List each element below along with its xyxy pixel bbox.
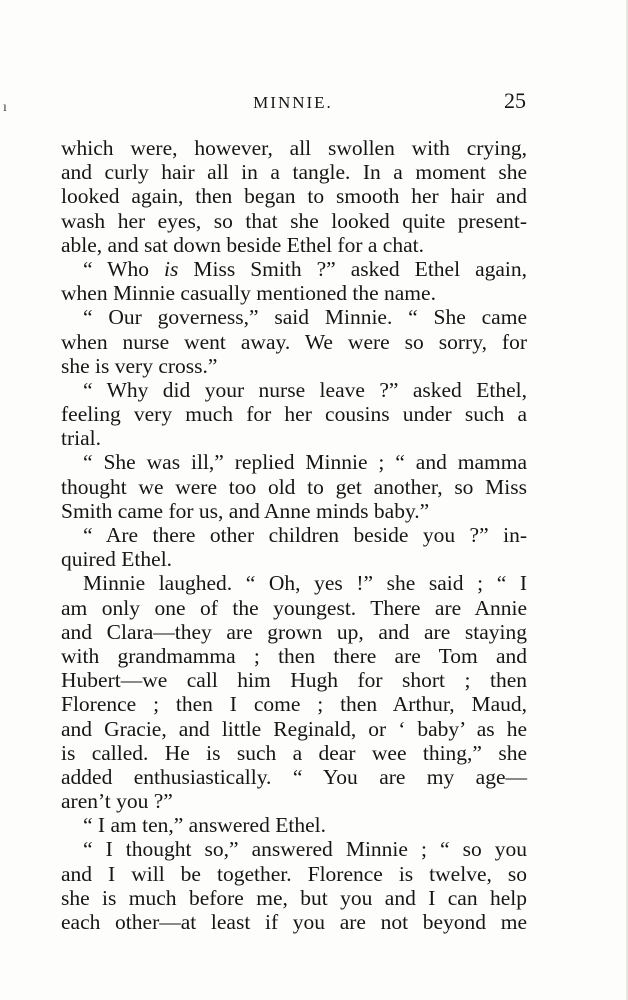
text-run: each other—at least if you are not beyond me [61,910,527,934]
text-line [61,789,527,813]
text-line [61,571,527,595]
text-run: added enthusiastically. “ You are my age— [61,764,527,789]
text-line [61,426,527,450]
text-run: Hubert—we call him Hugh for short ; then [61,668,527,693]
text-run: “ Are there other children beside you ?” in- [83,523,527,547]
text-line [61,475,527,499]
text-line [61,596,527,620]
text-run: quired Ethel. [61,547,173,572]
text-line [61,692,527,716]
text-run: “ Our governess,” said Minnie. “ She came [83,305,527,330]
text-line [61,281,527,305]
text-line [61,330,527,354]
text-run: Florence ; then I come ; then Arthur, Maud, [61,692,527,717]
text-line [61,136,527,160]
text-run: “ Why did your nurse leave ?” asked Ethel, [83,377,527,402]
emphasis: is [164,256,179,281]
text-line [61,354,527,378]
text-run: feeling very much for her cousins under such a [61,402,527,427]
text-line [61,837,527,861]
text-line [61,499,527,523]
page-number: 25 [504,88,526,113]
text-line [61,257,527,281]
text-run: wash her eyes, so that she looked quite present- [61,208,527,233]
text-line [61,378,527,402]
text-line [61,547,527,571]
text-line [61,862,527,886]
text-run: when nurse went away. We were so sorry, for [61,329,527,354]
text-run: “ Who [83,256,164,281]
text-line [61,184,527,208]
text-line [61,910,527,934]
text-line [61,402,527,426]
text-run: aren’t you ?” [61,789,173,814]
text-run: “ I thought so,” answered Minnie ; “ so you [83,837,527,862]
running-title: MINNIE. [253,93,333,112]
text-run: she is much before me, but you and I can help [61,885,527,910]
text-run: Minnie laughed. “ Oh, yes !” she said ; “ I [83,571,527,596]
text-line [61,741,527,765]
text-run: and Gracie, and little Reginald, or ‘ baby’ as he [61,716,527,741]
text-line [61,620,527,644]
text-run: with grandmamma ; then there are Tom and [61,643,527,668]
text-line [61,813,527,837]
text-line [61,668,527,692]
text-run: Smith came for us, and Anne minds baby.” [61,498,430,523]
text-line [61,886,527,910]
text-run: she is very cross.” [61,353,218,378]
text-run: is called. He is such a dear wee thing,” she [61,740,527,765]
text-line [61,305,527,329]
text-line [61,160,527,184]
text-run: trial. [61,426,101,451]
text-line [61,523,527,547]
text-line [61,765,527,789]
text-run: “ I am ten,” answered Ethel. [83,813,326,838]
running-head [60,88,526,115]
text-run: and I will be together. Florence is twelve, so [61,861,527,886]
text-run: able, and sat down beside Ethel for a chat. [61,232,424,257]
text-line [61,717,527,741]
text-run: thought we were too old to get another, so Miss [61,474,527,499]
text-run: and Clara—they are grown up, and are staying [61,619,527,644]
text-line [61,450,527,474]
text-line [61,233,527,257]
text-run: am only one of the youngest. There are Annie [61,595,527,620]
text-run: looked again, then began to smooth her hair and [61,184,527,209]
body-text [61,136,527,934]
margin-mark: ı [3,100,7,115]
text-run: when Minnie casually mentioned the name. [61,281,436,306]
text-line [61,644,527,668]
text-run: and curly hair all in a tangle. In a moment she [61,160,527,185]
text-run: “ She was ill,” replied Minnie ; “ and mamma [83,450,527,475]
text-line [61,209,527,233]
text-run: which were, however, all swollen with crying, [61,136,527,160]
text-run: Miss Smith ?” asked Ethel again, [178,256,528,281]
